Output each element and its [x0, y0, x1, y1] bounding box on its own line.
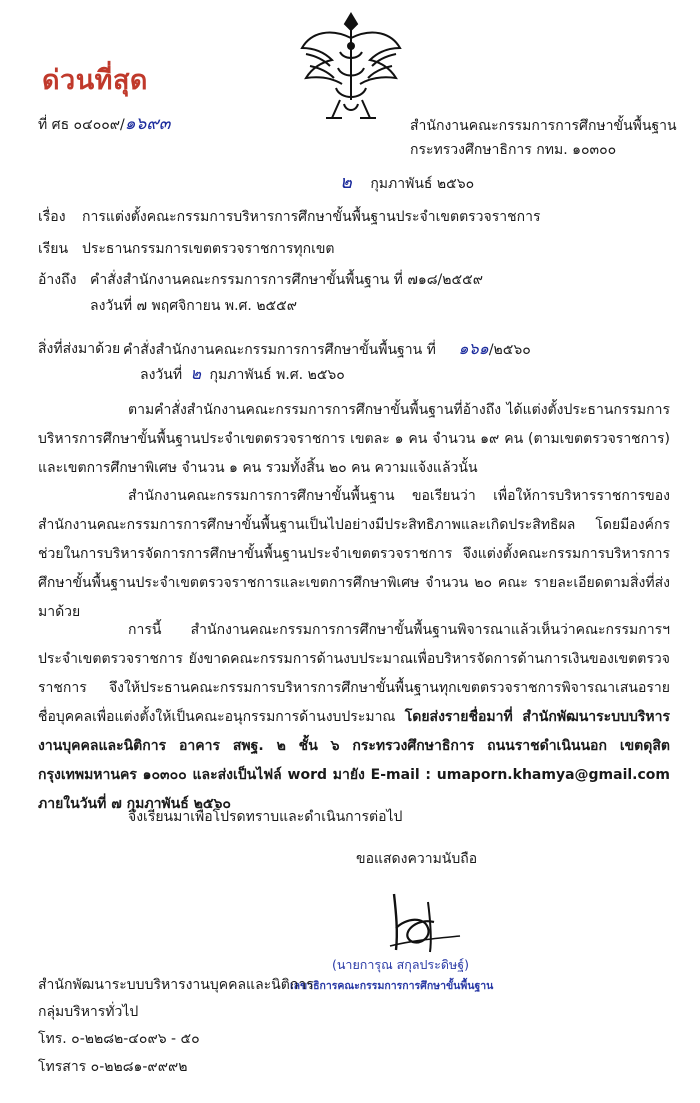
paragraph-3-bold-text: โดยส่งรายชื่อมาที่ สำนักพัฒนาระบบบริหารงานบุคคลและนิติการ อาคาร สพฐ. ๒ ชั้น ๖ กระทรวงศึกษาธิการ ถนนราชดำเนินนอก เขตดุสิต กรุงเทพมหานคร ๑๐๓๐๐ และส่งเป็นไฟล์ word มายัง E-mail : umaporn.khamya@gmail.com ภายในวันที่ ๗ กุมภาพันธ์ ๒๕๖๐	[38, 709, 670, 812]
office-line-1: สำนักงานคณะกรรมการการศึกษาขั้นพื้นฐาน	[410, 118, 677, 134]
signatory-position: เลขาธิการคณะกรรมการการศึกษาขั้นพื้นฐาน	[290, 980, 494, 992]
reference-label: อ้างถึง	[38, 272, 77, 288]
to-label: เรียน	[38, 241, 69, 257]
office-line-2: กระทรวงศึกษาธิการ กทม. ๑๐๓๐๐	[410, 142, 617, 158]
attachment-label: สิ่งที่ส่งมาด้วย	[38, 341, 121, 357]
footer-group: กลุ่มบริหารทั่วไป	[38, 1004, 139, 1020]
closing-sentence: จึงเรียนมาเพื่อโปรดทราบและดำเนินการต่อไป	[128, 809, 403, 825]
document-date	[340, 174, 474, 193]
attachment-day-handwritten: ๒	[190, 364, 202, 383]
attachment-order-text: คำสั่งสำนักงานคณะกรรมการการศึกษาขั้นพื้นฐาน ที่	[123, 342, 436, 358]
document-number	[38, 115, 170, 134]
subject-label: เรื่อง	[38, 209, 66, 225]
paragraph-2-text: สำนักงานคณะกรรมการการศึกษาขั้นพื้นฐาน ขอเรียนว่า เพื่อให้การบริหารราชการของสำนักงานคณะกรรมการการศึกษาขั้นพื้นฐานเป็นไปอย่างมีประสิทธิภาพและเกิดประสิทธิผล โดยมีองค์กรช่วยในการบริหารจัดการการศึกษาขั้นพื้นฐานประจำเขตตรวจราชการ จึงแต่งตั้งคณะกรรมการบริหารการศึกษาขั้นพื้นฐานประจำเขตตรวจราชการและเขตการศึกษาพิเศษ จำนวน ๒๐ คณะ รายละเอียดตามสิ่งที่ส่งมาด้วย	[38, 488, 670, 620]
to-text: ประธานกรรมการเขตตรวจราชการทุกเขต	[82, 241, 335, 257]
signature-mark-icon	[384, 888, 464, 958]
body-paragraph-1	[38, 396, 670, 483]
reference-text: คำสั่งสำนักงานคณะกรรมการการศึกษาขั้นพื้นฐาน ที่ ๗๑๘/๒๕๕๙	[90, 272, 483, 288]
attachment-text	[123, 340, 531, 359]
attachment-date-label: ลงวันที่	[140, 367, 183, 383]
footer-telephone: โทร. ๐-๒๒๘๒-๔๐๙๖ - ๕๐	[38, 1031, 200, 1047]
paragraph-3-text: การนี้ สำนักงานคณะกรรมการการศึกษาขั้นพื้นฐานพิจารณาแล้วเห็นว่าคณะกรรมการฯ ประจำเขตตรวจราชการ ยังขาดคณะกรรมการด้านงบประมาณเพื่อบริหารจัดการด้านการเงินของเขตตรวจราชการ จึงให้ประธานคณะกรรมการบริหารการศึกษาขั้นพื้นฐานทุกเขตตรวจราชการพิจารณาเสนอรายชื่อบุคคลเพื่อแต่งตั้งให้เป็นคณะอนุกรรมการด้านงบประมาณ	[38, 622, 670, 725]
date-day-handwritten: ๒	[340, 172, 352, 193]
document-number-prefix: ที่ ศธ ๐๔๐๐๙/	[38, 117, 125, 133]
body-paragraph-2	[38, 482, 670, 627]
attachment-date	[140, 365, 345, 384]
footer-department: สำนักพัฒนาระบบบริหารงานบุคคลและนิติการ	[38, 977, 314, 993]
regards-text: ขอแสดงความนับถือ	[356, 851, 478, 867]
urgency-stamp: ด่วนที่สุด	[42, 65, 148, 96]
date-month-year: กุมภาพันธ์ ๒๕๖๐	[370, 176, 475, 192]
footer-fax: โทรสาร ๐-๒๒๘๑-๙๙๙๒	[38, 1059, 188, 1075]
body-paragraph-3	[38, 616, 670, 819]
subject-text: การแต่งตั้งคณะกรรมการบริหารการศึกษาขั้นพื้นฐานประจำเขตตรวจราชการ	[82, 209, 541, 225]
garuda-emblem-icon	[296, 8, 406, 126]
reference-date: ลงวันที่ ๗ พฤศจิกายน พ.ศ. ๒๕๕๙	[90, 298, 297, 314]
attachment-date-rest: กุมภาพันธ์ พ.ศ. ๒๕๖๐	[209, 367, 345, 383]
attachment-number-handwritten: ๑๖๑	[458, 339, 489, 358]
attachment-number-year: /๒๕๖๐	[488, 342, 531, 358]
paragraph-1-text: ตามคำสั่งสำนักงานคณะกรรมการการศึกษาขั้นพื้นฐานที่อ้างถึง ได้แต่งตั้งประธานกรรมการบริหารการศึกษาขั้นพื้นฐานประจำเขตตรวจราชการ เขตละ ๑ คน จำนวน ๑๙ คน (ตามเขตตรวจราชการ) และเขตการศึกษาพิเศษ จำนวน ๑ คน รวมทั้งสิ้น ๒๐ คน ความแจ้งแล้วนั้น	[38, 402, 670, 476]
signatory-name: (นายการุณ สกุลประดิษฐ์)	[332, 957, 469, 972]
document-number-handwritten: ๑๖๙๓	[124, 114, 171, 134]
